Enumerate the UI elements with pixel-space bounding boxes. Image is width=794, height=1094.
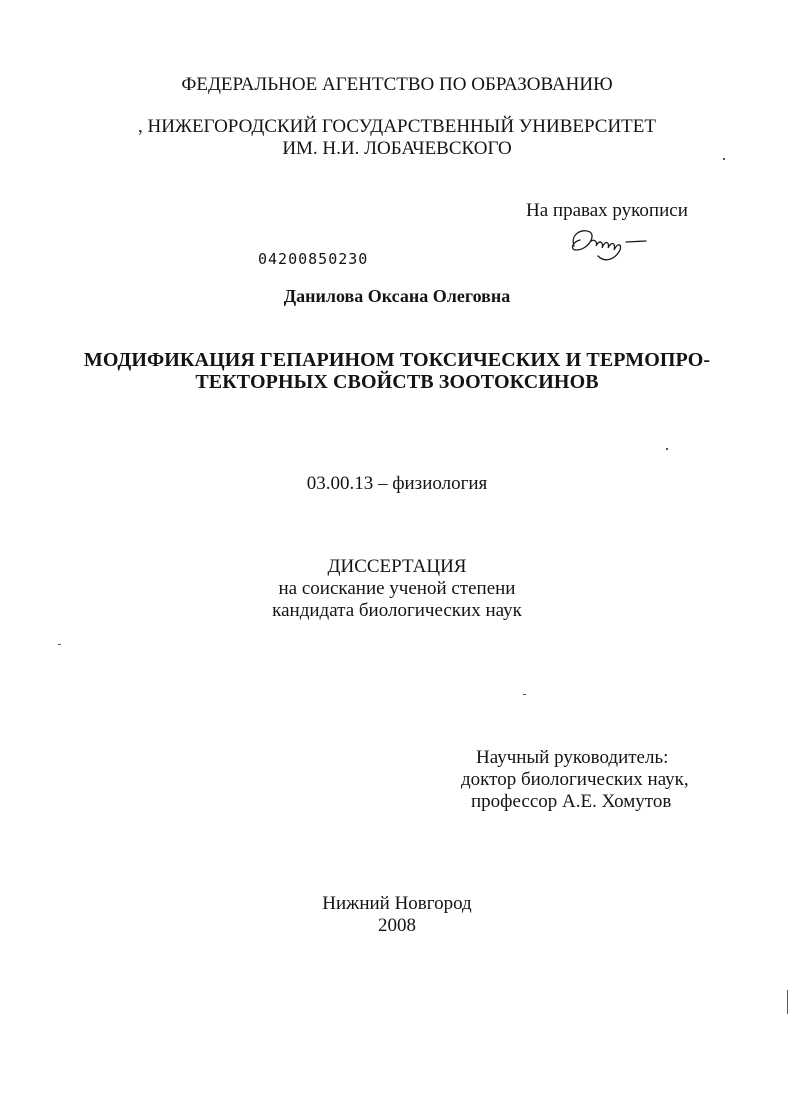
catalog-number: 04200850230 bbox=[258, 250, 369, 268]
degree-name: кандидата биологических наук bbox=[272, 600, 522, 621]
scan-speck bbox=[723, 158, 725, 160]
scan-edge-mark bbox=[787, 990, 788, 1014]
university-dedication: ИМ. Н.И. ЛОБАЧЕВСКОГО bbox=[282, 138, 512, 159]
scan-speck bbox=[523, 694, 526, 695]
agency-name: ФЕДЕРАЛЬНОЕ АГЕНТСТВО ПО ОБРАЗОВАНИЮ bbox=[181, 74, 613, 95]
scan-speck bbox=[58, 644, 61, 645]
signature bbox=[560, 220, 656, 264]
supervisor-name: профессор А.Е. Хомутов bbox=[471, 791, 672, 812]
scan-speck bbox=[666, 448, 668, 450]
dissertation-title-line1: МОДИФИКАЦИЯ ГЕПАРИНОМ ТОКСИЧЕСКИХ И ТЕРМОПРО- bbox=[83, 349, 711, 371]
specialty-code: 03.00.13 – физиология bbox=[306, 473, 488, 494]
university-name: , НИЖЕГОРОДСКИЙ ГОСУДАРСТВЕННЫЙ УНИВЕРСИТЕТ bbox=[137, 116, 656, 137]
dissertation-title-line2: ТЕКТОРНЫХ СВОЙСТВ ЗООТОКСИНОВ bbox=[195, 371, 599, 393]
degree-purpose: на соискание ученой степени bbox=[278, 578, 516, 599]
author-name: Данилова Оксана Олеговна bbox=[283, 286, 511, 306]
manuscript-rights: На правах рукописи bbox=[526, 200, 688, 221]
year: 2008 bbox=[378, 915, 416, 936]
supervisor-label: Научный руководитель: bbox=[476, 747, 669, 768]
dissertation-heading: ДИССЕРТАЦИЯ bbox=[327, 556, 467, 577]
supervisor-degree: доктор биологических наук, bbox=[461, 769, 689, 790]
city: Нижний Новгород bbox=[322, 893, 472, 914]
